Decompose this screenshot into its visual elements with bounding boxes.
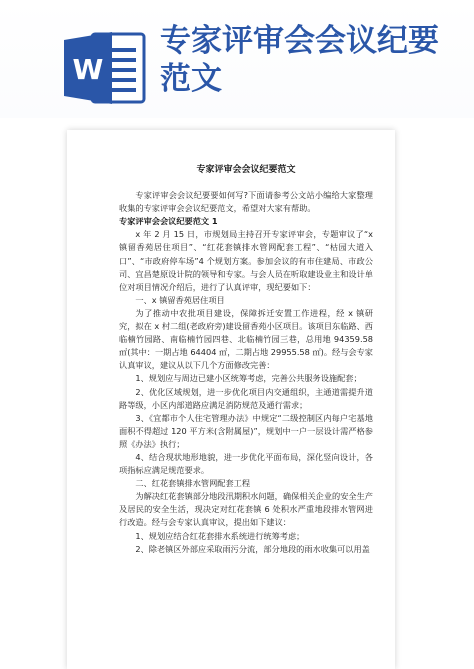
list-item: 1、规划应与周边已建小区统筹考虑，完善公共服务设施配套； [135,373,362,384]
document-body [119,164,373,556]
page-header [0,0,474,118]
word-document-icon [62,30,148,106]
sub-heading: 一、x 镇留香苑居住项目 [135,294,225,305]
list-item: 2、除老镇区外部应采取雨污分流，部分地段的雨水收集可以用盖 [135,543,370,554]
word-icon-letter: W [72,53,104,86]
sub-heading: 二、红花套镇排水管网配套工程 [135,478,251,489]
list-item: 3、《宜都市个人住宅管理办法》中规定“二级控制区内每户宅基地面积不得超过 120 平方米(含附属屋)”，规划中一户一层设计需严格参照《办法》执行； [119,412,373,449]
list-item: 2、优化区域规划，进一步优化项目内交通组织，主通道需提升道路等级，小区内部道路应满足消防规范及通行需求； [119,386,373,410]
paragraph: 为了推动中农批项目建设，保障拆迁安置工作进程，经 x 镇研究，拟在 x 村二组(老政府旁)建设留香苑小区项目。该项目东临路、西临楠竹园路、南临楠竹园四巷、北临楠竹园三巷，总用地 94359.58 ㎡(其中：一期占地 64404 ㎡，二期占地 29955.58 ㎡)。经与会专家认真审议，建议从以下几个方面修改完善： [119,307,373,371]
intro-paragraph: 专家评审会会议纪要要如何写?下面请参考公文站小编给大家整理收集的专家评审会会议纪要范文，希望对大家有帮助。 [119,190,373,214]
section-heading: 专家评审会会议纪要范文 1 [119,216,218,227]
document-preview [67,130,395,669]
page-title: 专家评审会会议纪要范文 [160,23,439,97]
paragraph: 为解决红花套镇部分地段汛期积水问题，确保相关企业的安全生产及居民的安全生活，现决定对红花套镇 6 处积水严重地段排水管网进行改造。经与会专家认真审议，提出如下建议： [119,491,373,528]
paragraph: x 年 2 月 15 日，市规划局主持召开专家评审会，专题审议了“x 镇留香苑居住项目”、“红花套镇排水管网配套工程”、“枯园大道入口”、“市政府停车场”4 个规划方案。参加会议的有市住建局、市政公司、宜昌楚原设计院的领导和专家。与会人员在听取建设业主和设计单位对项目情况介绍后，进行了认真评审，现纪要如下： [119,229,373,292]
list-item: 4、结合现状地形地貌，进一步优化平面布局，深化竖向设计，各项指标应满足规范要求。 [119,451,373,476]
list-item: 1、规划应结合红花套排水系统进行统筹考虑； [135,530,305,541]
document-heading: 专家评审会会议纪要范文 [196,165,296,175]
